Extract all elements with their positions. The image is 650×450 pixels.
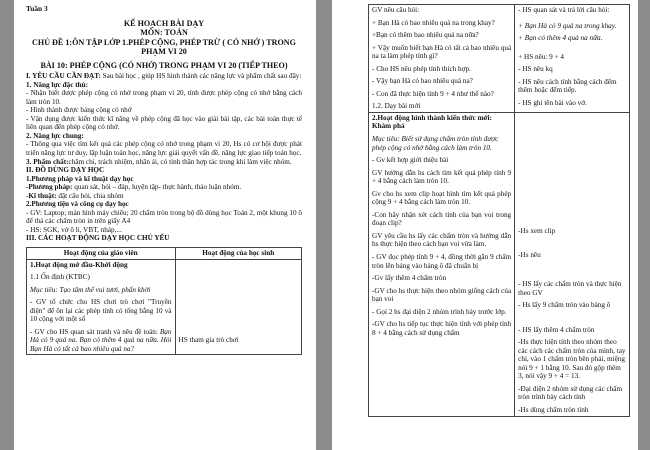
new-lesson-label: 1.2. Dạy bài mới (372, 102, 421, 111)
student-tools: - HS: SGK, vở ô li, VBT, nháp,... (26, 225, 122, 234)
gv-question-1: + Bạn Hà có bao nhiêu quả na trong khay? (372, 18, 495, 27)
teacher-picture-problem: Bạn Hà có 9 quả na. Bạn có thêm 4 quả na nữa. Hỏi Bạn Hà có tất cả bao nhiêu quả na? (30, 327, 172, 353)
activities-table-right (368, 4, 630, 417)
gv-add-dots: -Gv lấy thêm 4 chấm tròn (372, 274, 447, 283)
hs-answer-1: + Bạn Hà có 9 quả na trong khay. (518, 21, 617, 30)
student-cell (515, 5, 630, 113)
technique-paragraph (26, 192, 302, 201)
hs-comment: -Hs nêu (518, 251, 541, 260)
teacher-cell (27, 259, 176, 355)
warmup-label: 1.1 Ổn định (KTBC) (30, 273, 90, 282)
activities-heading: III. CÁC HOẠT ĐỘNG DẠY HỌC CHỦ YẾU (26, 234, 170, 243)
tools-heading: 2.Phương tiện và công cụ dạy học (26, 200, 129, 209)
hs-nine-dots: - Hs lấy 9 chấm tròn vào bảng ô (518, 301, 611, 310)
hs-continue: -Hs dùng chấm tròn tính (518, 406, 589, 415)
objective-1: Mục tiêu: Tạo tâm thế vui tươi, phấn khởi (30, 285, 151, 294)
requirements-intro: Sau bài học , giúp HS hình thành các năng lực và phẩm chất sau đây: (100, 72, 302, 81)
general-competency-heading: 2. Năng lực chung: (26, 131, 84, 140)
gv-comment: -Con hãy nhận xét cách tính của bạn voi trong đoạn clip? (372, 210, 512, 228)
table-row (27, 259, 302, 355)
hs-answer-4: - HS nêu kq (518, 65, 553, 74)
gv-question-2: +Bạn có thêm bao nhiêu quả na nữa? (372, 31, 479, 40)
hs-answer-3: + HS nêu: 9 + 4 (518, 52, 564, 61)
student-cell (515, 112, 630, 416)
method-text: quan sát, hỏi – đáp, luyện tập- thực hành, thảo luận nhóm. (72, 183, 242, 192)
quality-text: chăm chỉ, trách nhiệm, nhân ái, có tinh thần hợp tác trong khi làm việc nhóm. (68, 157, 292, 166)
quality-label: 3. Phẩm chất: (26, 157, 69, 166)
hs-group: -Hs thực hiện tính theo nhóm theo các cách các chấm tròn của mình, tay chỉ, vào 1 chấm tròn bên phải, miệng nói 9 + 1 bằng 10. Sau đó gộp thêm 3, nói vậy 9 + 4 = 13. (518, 338, 626, 381)
hs-answer-6: - HS ghi tên bài vào vở. (518, 98, 587, 107)
teacher-picture-text: - GV cho HS quan sát tranh và nêu đề toán: (30, 327, 160, 336)
teacher-game-instruction: - GV tổ chức cho HS chơi trò chơi "Truyền điện" để ôn lại các phép tính có tổng bằng 10 và 10 cộng với một số (30, 298, 172, 324)
gv-guide: GV hướng dẫn hs cách tìm kết quả phép tính 9 + 4 bằng cách làm tròn 10. (372, 168, 512, 186)
student-cell (175, 259, 302, 355)
student-game: HS tham gia trò chơi (178, 335, 239, 344)
plan-title: KẾ HOẠCH BÀI DẠY (123, 19, 205, 28)
gv-present: - Gọi 2 hs đại diện 2 nhóm trình bày trước lớp. (372, 307, 507, 316)
gv-continue: -GV cho hs tiếp tục thực hiện tính với phép tính 8 + 4 bằng cách sử dụng chấm (372, 320, 512, 337)
subject-title: MÔN: TOÁN (140, 28, 188, 38)
objective-2: Mục tiêu: Biết sử dụng chấm tròn tính được phép cộng có nhớ bằng cách làm tròn 10. (372, 135, 499, 152)
left-page (14, 0, 316, 450)
gv-dots: GV yêu cầu hs lấy các chấm tròn và hướng dẫn hs thực hiện theo cách bạn voi vừa làm. (372, 231, 512, 249)
gv-question-6: - Con đã thực hiện tính 9 + 4 như thế nào? (372, 89, 494, 98)
gv-question-5: - Vậy bạn Hà có bao nhiêu quả na? (372, 77, 473, 86)
table-row (369, 5, 630, 113)
hs-answer-5: - HS nêu cách tính bằng cách đếm thêm hoặc đếm tiếp. (518, 77, 617, 95)
lesson-title: BÀI 10: PHÉP CỘNG (CÓ NHỚ) TRONG PHẠM VI 20 (TIẾP THEO) (40, 60, 288, 70)
activities-table-left (26, 247, 302, 355)
method-heading: 1.Phương pháp và kĩ thuật dạy học (26, 174, 134, 183)
gv-question-4: - Cho HS nêu phép tính thích hợp. (372, 64, 471, 73)
week-label: Tuần 3 (26, 4, 48, 13)
col-header-teacher: Hoạt động của giáo viên (27, 247, 176, 259)
specific-competency-heading: 1. Năng lực đặc thù: (26, 80, 89, 89)
teacher-tools: - GV: Laptop; màn hình máy chiếu; 20 chấm tròn trong bộ đồ dùng học Toán 2, một khung 10 ô để thả các chấm tròn in trên giấy A4 (26, 208, 302, 226)
hs-present: -Đại diện 2 nhóm sử dụng các chấm tròn trình bày cách tính (518, 384, 623, 402)
method-label: -Phương pháp: (26, 183, 73, 192)
specific-competency-2: - Hình thành được bảng cộng có nhớ (26, 106, 132, 115)
method-paragraph (26, 183, 302, 192)
specific-competency-3: - Vận dụng được kiến thức kĩ năng về phép cộng đã học vào giải bài tập, các bài toán thực tế liên quan đến phép cộng có nhớ. (26, 114, 302, 132)
requirements-paragraph (26, 72, 302, 81)
gv-read: - GV đọc phép tính 9 + 4, đồng thời gắn 9 chấm tròn lên bảng vào bảng ô đã chuẩn bị (372, 253, 512, 270)
materials-heading: II. ĐỒ DÙNG DẠY HỌC (26, 166, 105, 175)
gv-question-3: + Vậy muốn biết bạn Hà có tất cả bao nhiêu quả na ta làm phép tính gì? (372, 43, 512, 61)
general-competency-1: - Thông qua việc tìm kết quả các phép cộng có nhớ trong phạm vi 20, Hs có cơ hội được phát triển năng lực tư duy, lập luận toán học, năng lực giải quyết vấn đề, năng lực giao tiếp toán học. (26, 140, 302, 157)
gv-clip: Gv cho hs xem clip hoạt hình tìm kết quả phép cộng 9 + 4 bằng cách làm tròn 10. (372, 189, 512, 207)
right-page (332, 0, 638, 450)
hs-answer-2: + Bạn có thêm 4 quả na nữa. (518, 34, 603, 43)
specific-competency-1: - Nhận biết được phép cộng có nhớ trong phạm vi 20, tính được phép cộng có nhớ bằng cách làm tròn 10. (26, 89, 302, 106)
activity-1-title: 1.Hoạt động mở đầu-Khởi động (30, 260, 128, 269)
gv-group: -GV cho hs thực hiện theo nhóm giống cách của bạn voi (372, 286, 512, 304)
hs-dots: - HS lấy các chấm tròn và thực hiện theo GV (518, 280, 622, 297)
quality-paragraph (26, 158, 302, 167)
hs-clip: -Hs xem clip (518, 226, 556, 235)
hs-four-dots: - HS lấy thêm 4 chấm tròn (518, 325, 595, 334)
gv-intro: - Gv kết hợp giới thiệu bài (372, 156, 449, 165)
hs-answer-intro: - HS quan sát và trả lời câu hỏi: (518, 6, 610, 14)
technique-text: đặt câu hỏi, chia nhóm (56, 191, 124, 200)
topic-title: CHỦ ĐỀ 1:ÔN TẬP LỚP 1.PHÉP CỘNG, PHÉP TRỪ ( CÓ NHỚ ) TRONG PHẠM VI 20 (32, 37, 296, 57)
activity-2-title: 2.Hoạt động hình thành kiến thức mới: Khám phá (372, 113, 492, 131)
teacher-cell (369, 5, 515, 113)
teacher-picture-instruction (30, 328, 172, 354)
table-row (369, 112, 630, 416)
col-header-student: Hoạt động của học sinh (175, 247, 302, 259)
gv-question-label: GV nêu câu hỏi: (372, 6, 420, 14)
requirements-heading: I. YÊU CẦU CẦN ĐẠT: (26, 72, 101, 81)
technique-label: -Kĩ thuật: (26, 191, 57, 200)
teacher-cell (369, 112, 515, 416)
